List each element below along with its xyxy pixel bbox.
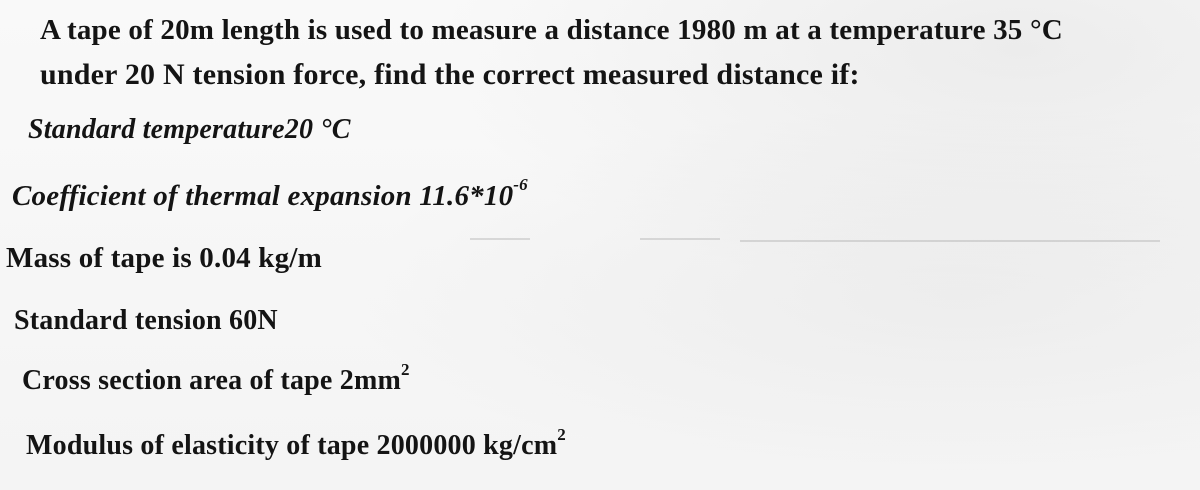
cross-section-area: [22, 359, 410, 397]
smudge-mark: [470, 238, 530, 240]
cross-section-exponent: 2: [401, 359, 410, 379]
problem-line-2: under 20 N tension force, find the correct measured distance if:: [40, 58, 860, 91]
standard-temperature: Standard temperature20 °C: [28, 114, 351, 145]
modulus-exponent: 2: [557, 424, 566, 444]
standard-tension: Standard tension 60N: [14, 305, 278, 336]
cross-section-text: Cross section area of tape 2mm: [22, 365, 402, 396]
problem-line-1: A tape of 20m length is used to measure a distance 1980 m at a temperature 35 °C: [40, 14, 1063, 46]
modulus-of-elasticity: [26, 424, 566, 462]
smudge-mark: [640, 238, 720, 240]
coefficient-of-expansion: [12, 175, 528, 213]
modulus-text: Modulus of elasticity of tape 2000000 kg/cm: [26, 430, 558, 461]
smudge-mark: [740, 240, 1160, 242]
coefficient-exponent: -6: [513, 175, 528, 195]
coefficient-text: Coefficient of thermal expansion 11.6*10: [12, 180, 514, 212]
mass-of-tape: Mass of tape is 0.04 kg/m: [6, 242, 322, 274]
